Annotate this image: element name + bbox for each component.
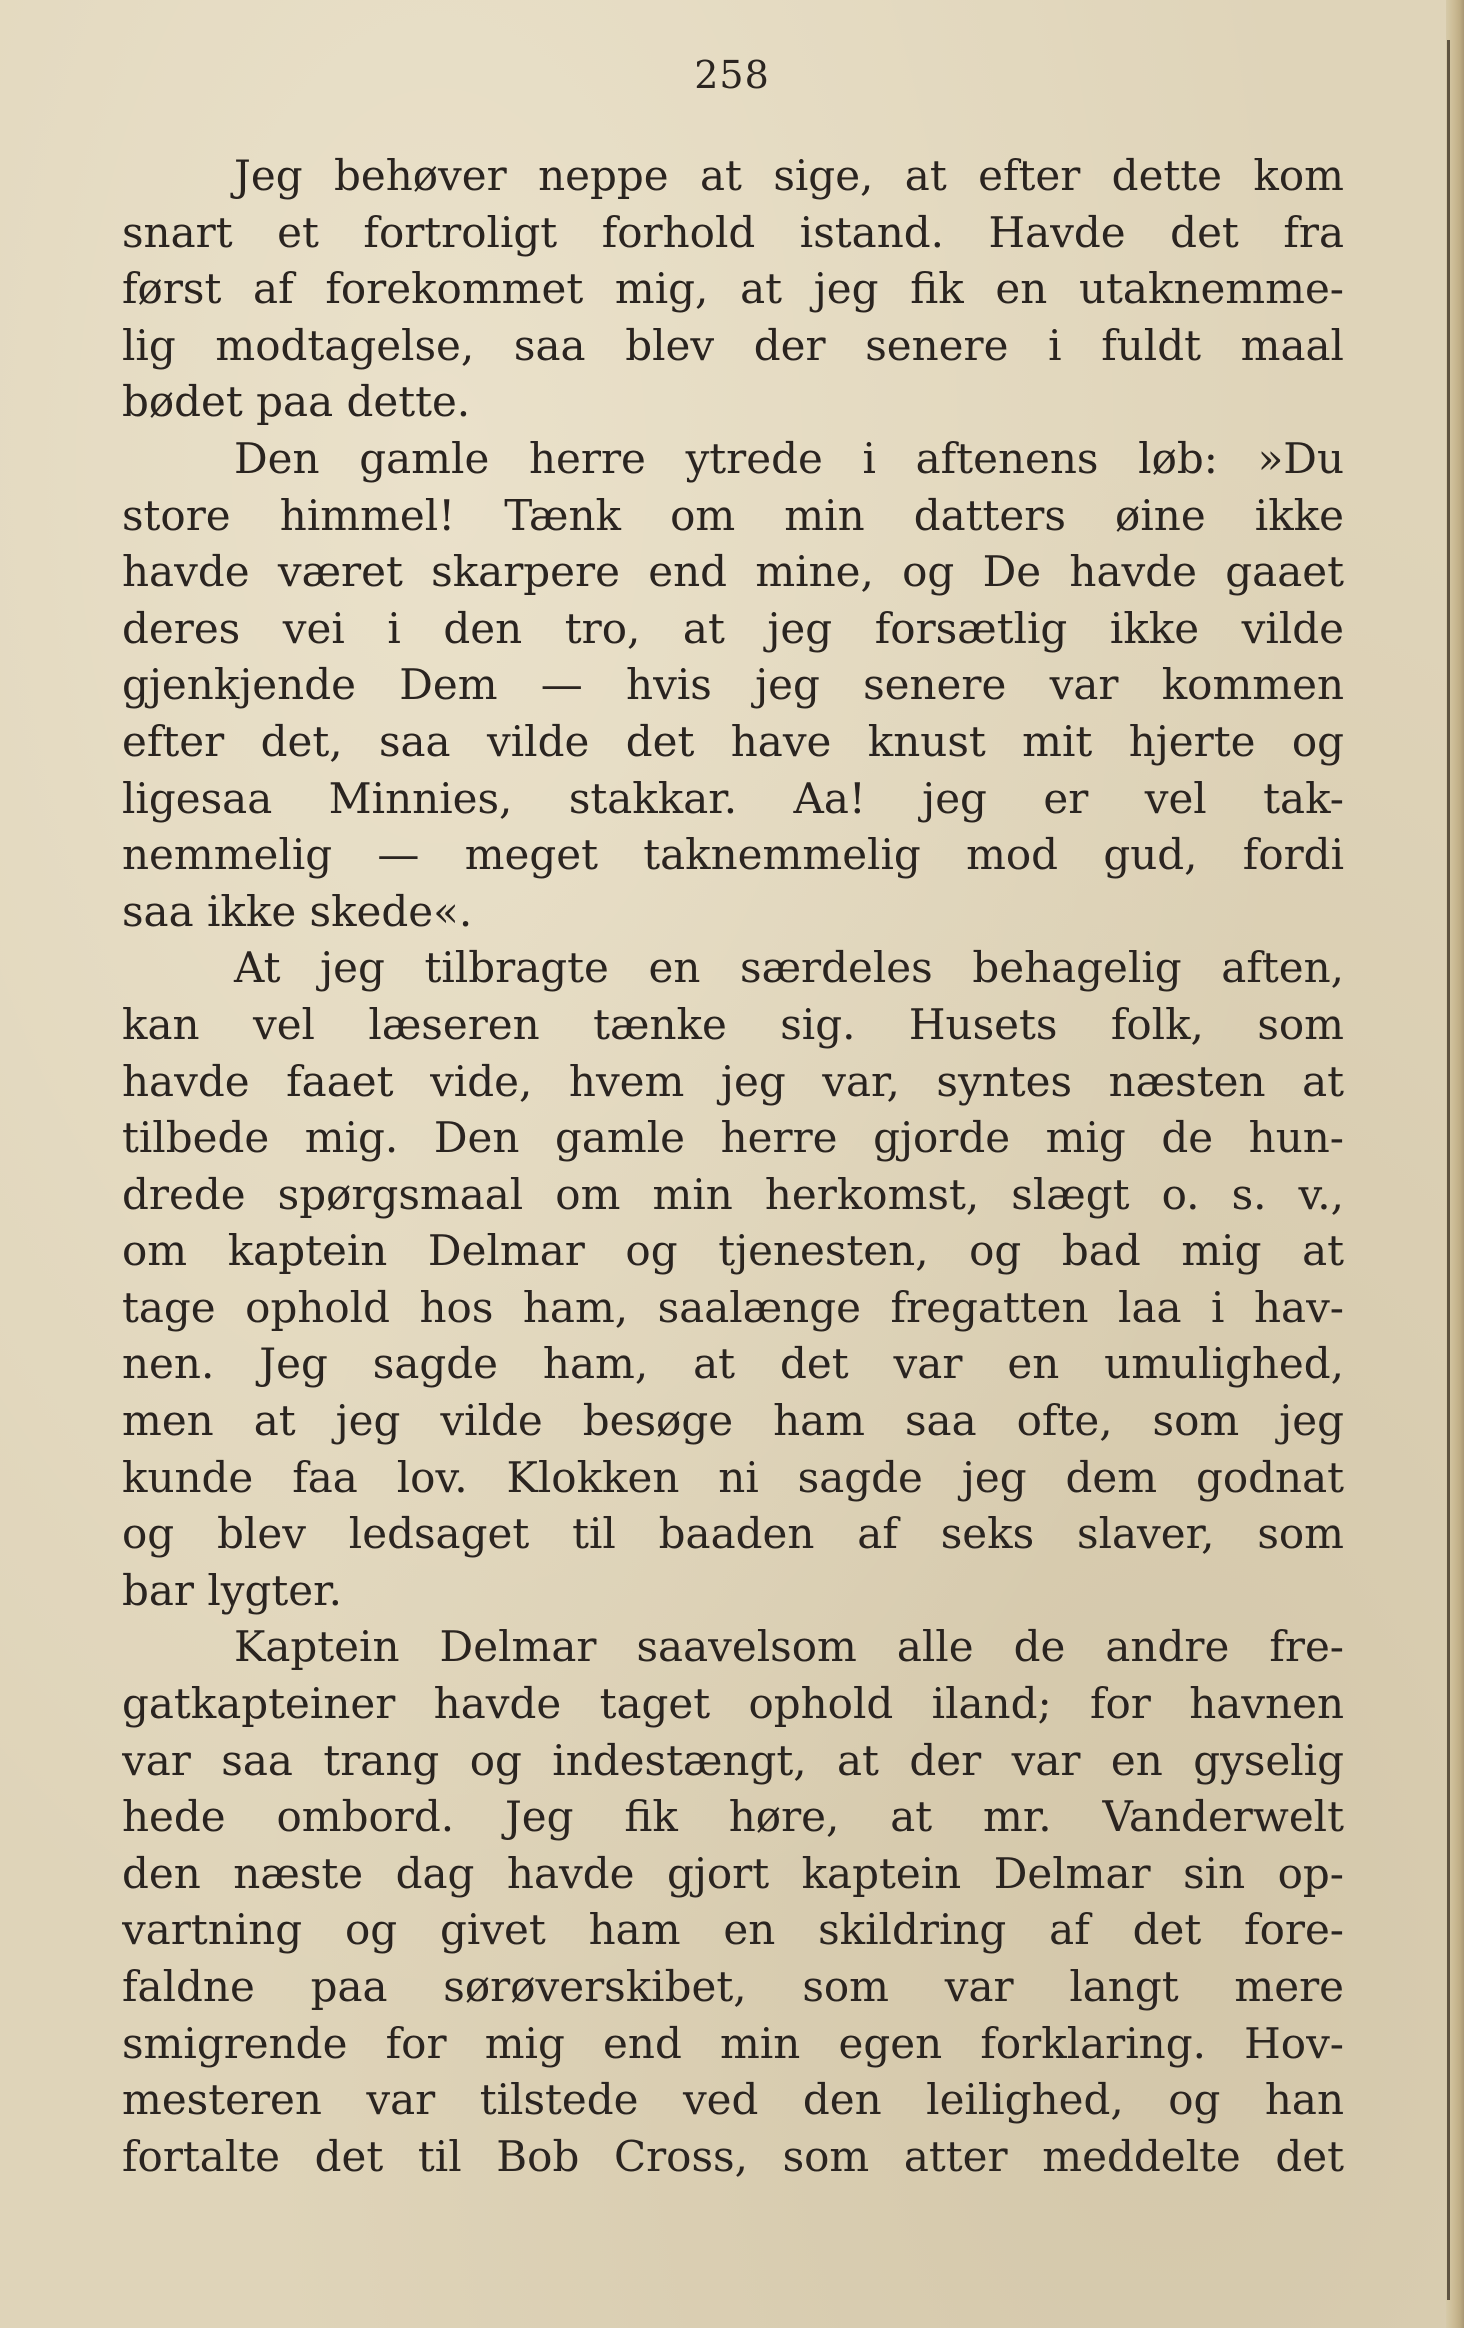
text-line: At jeg tilbragte en særdeles behagelig aften, [234, 943, 1344, 993]
text-line: Kaptein Delmar saavelsom alle de andre fre- [234, 1622, 1344, 1672]
text-line: Den gamle herre ytrede i aftenens løb: »Du [234, 433, 1344, 483]
page-edge-line [1447, 40, 1450, 2300]
text-line: bar lygter. [122, 1565, 342, 1615]
text-line: gatkapteiner havde taget ophold iland; for havnen [122, 1679, 1344, 1729]
text-line: deres vei i den tro, at jeg forsætlig ikke vilde [122, 603, 1344, 653]
text-line: men at jeg vilde besøge ham saa ofte, som jeg [122, 1396, 1344, 1446]
text-line: drede spørgsmaal om min herkomst, slægt o. s. v., [122, 1169, 1344, 1219]
text-line: nemmelig — meget taknemmelig mod gud, fordi [122, 830, 1344, 880]
text-line: smigrende for mig end min egen forklaring. Hov- [122, 2018, 1344, 2068]
text-line: saa ikke skede«. [122, 886, 473, 936]
text-line: efter det, saa vilde det have knust mit hjerte og [122, 716, 1344, 766]
text-line: og blev ledsaget til baaden af seks slaver, som [122, 1509, 1344, 1559]
text-line: Jeg behøver neppe at sige, at efter dette kom [234, 151, 1344, 200]
text-line: lig modtagelse, saa blev der senere i fuldt maal [122, 320, 1344, 370]
text-line: vartning og givet ham en skildring af det fore- [122, 1905, 1344, 1955]
text-line: gjenkjende Dem — hvis jeg senere var kommen [122, 660, 1344, 710]
text-line: ligesaa Minnies, stakkar. Aa! jeg er vel tak- [122, 773, 1344, 823]
text-line: faldne paa sørøverskibet, som var langt mere [122, 1962, 1344, 2011]
page-number: 258 [694, 53, 770, 97]
text-line: store himmel! Tænk om min datters øine ikke [122, 490, 1344, 540]
text-line: kunde faa lov. Klokken ni sagde jeg dem godnat [122, 1452, 1344, 1502]
text-line: snart et fortroligt forhold istand. Havde det fra [122, 207, 1344, 257]
text-line: den næste dag havde gjort kaptein Delmar sin op- [122, 1848, 1344, 1898]
text-line: hede ombord. Jeg fik høre, at mr. Vanderwelt [122, 1792, 1344, 1842]
text-line: bødet paa dette. [122, 377, 471, 427]
body-text [122, 148, 1344, 2185]
text-line: nen. Jeg sagde ham, at det var en umulighed, [122, 1339, 1344, 1389]
text-line: mesteren var tilstede ved den leilighed, og han [122, 2075, 1344, 2125]
text-line: havde været skarpere end mine, og De havde gaaet [122, 547, 1344, 597]
text-line: fortalte det til Bob Cross, som atter meddelte det [122, 2131, 1344, 2181]
text-line: tilbede mig. Den gamle herre gjorde mig de hun- [122, 1113, 1344, 1163]
text-line: kan vel læseren tænke sig. Husets folk, som [122, 999, 1344, 1049]
text-line: tage ophold hos ham, saalænge fregatten laa i hav- [122, 1282, 1344, 1332]
text-line: havde faaet vide, hvem jeg var, syntes næsten at [122, 1056, 1344, 1106]
text-line: om kaptein Delmar og tjenesten, og bad mig at [122, 1226, 1344, 1276]
text-line: først af forekommet mig, at jeg fik en utaknemme- [122, 264, 1344, 314]
text-line: var saa trang og indestængt, at der var en gyselig [122, 1735, 1344, 1785]
